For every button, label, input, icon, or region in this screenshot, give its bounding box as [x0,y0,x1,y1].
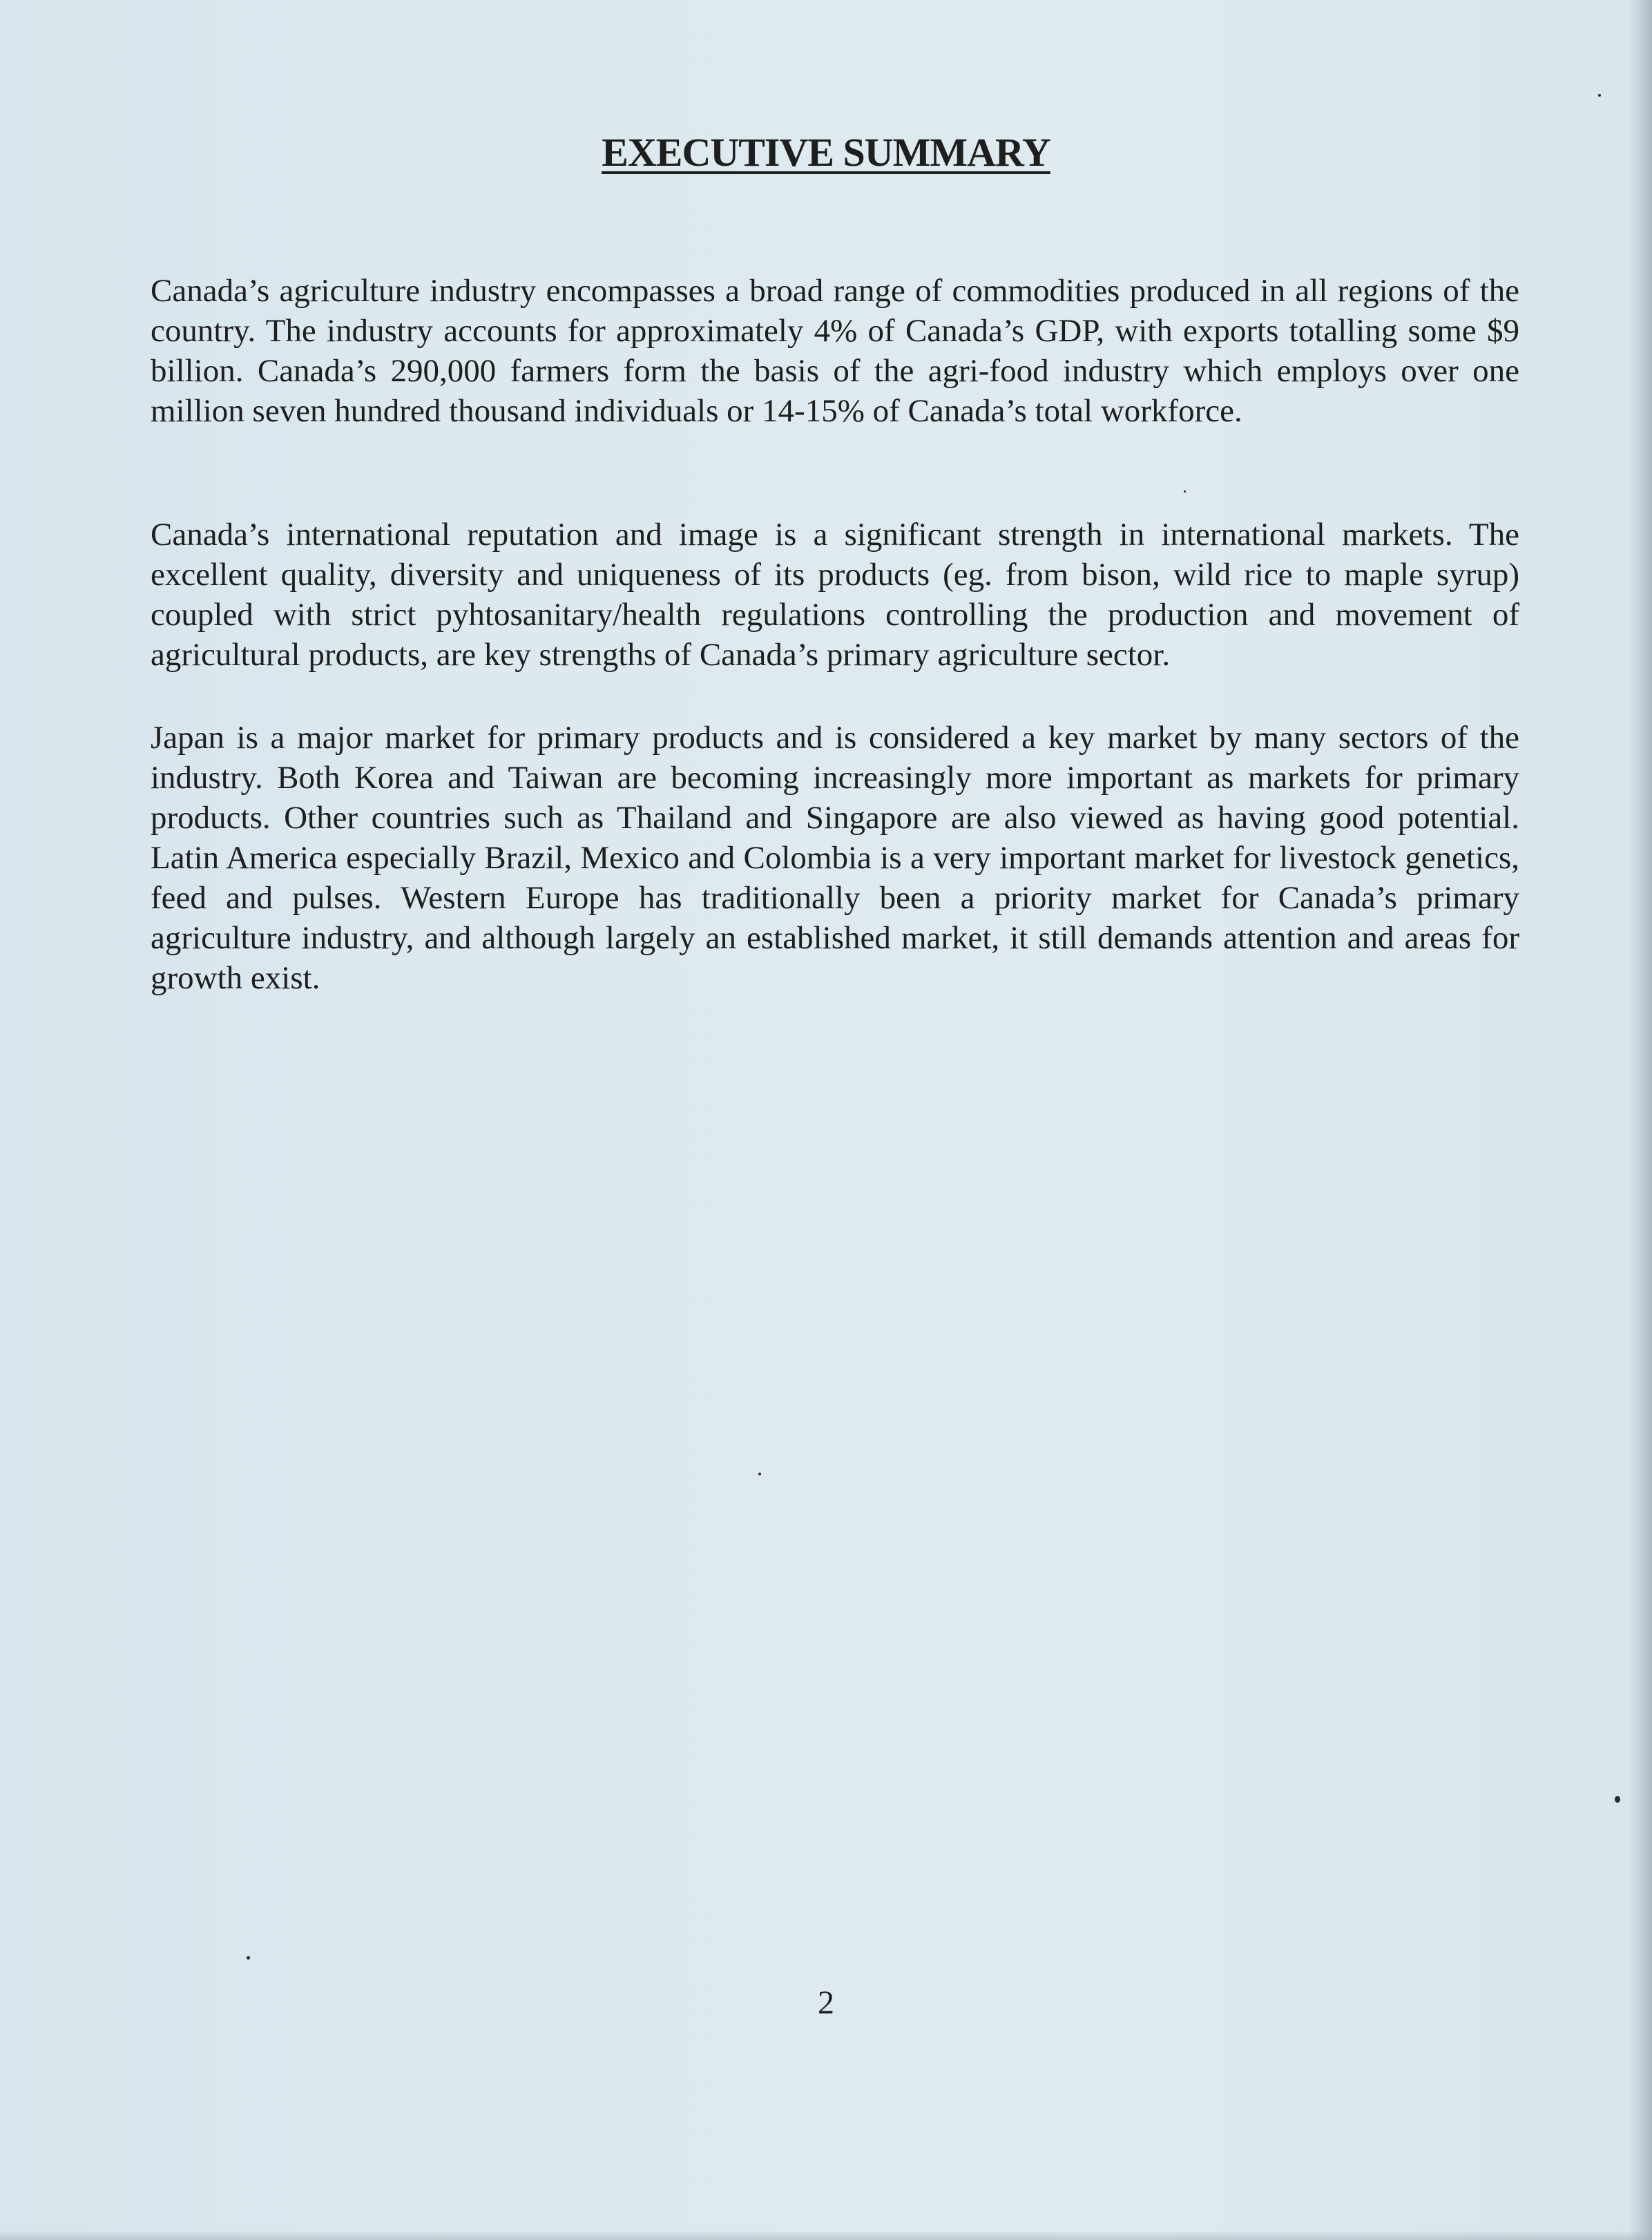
page-number: 2 [818,1984,834,2021]
paragraph-international-reputation: Canada’s international reputation and image is a significant strength in international markets. The excellent quality, diversity and uniqueness of its products (eg. from bison, wild rice to maple syrup) coupled with strict pyhtosanitary/health regulations controlling the production and movement of agricultural products, are key strengths of Canada’s primary agriculture sector. [151,517,1519,673]
scan-speck [247,1956,250,1960]
page-edge-shadow [1629,0,1652,2240]
scan-speck [1598,94,1601,97]
page-bottom-shadow [0,2230,1652,2240]
paragraph-key-markets: Japan is a major market for primary products and is considered a key market by many sectors of the industry. Both Korea and Taiwan are becoming increasingly more important as markets for primary products. Other countries such as Thailand and Singapore are also viewed as having good potential. Latin America especially Brazil, Mexico and Colombia is a very important market for livestock genetics, feed and pulses. Western Europe has traditionally been a priority market for Canada’s primary agriculture industry, and although largely an established market, it still demands attention and areas for growth exist. [151,720,1519,996]
scan-speck [758,1473,761,1475]
scan-speck [1184,490,1186,492]
paragraph-agriculture-overview: Canada’s agriculture industry encompasses a broad range of commodities produced in all regions of the country. The industry accounts for approximately 4% of Canada’s GDP, with exports totalling some $9 billion. Canada’s 290,000 farmers form the basis of the agri-food industry which employs over one million seven hundred thousand individuals or 14-15% of Canada’s total workforce. [151,273,1519,429]
page-title: EXECUTIVE SUMMARY [602,130,1050,175]
scan-speck [1615,1796,1620,1803]
